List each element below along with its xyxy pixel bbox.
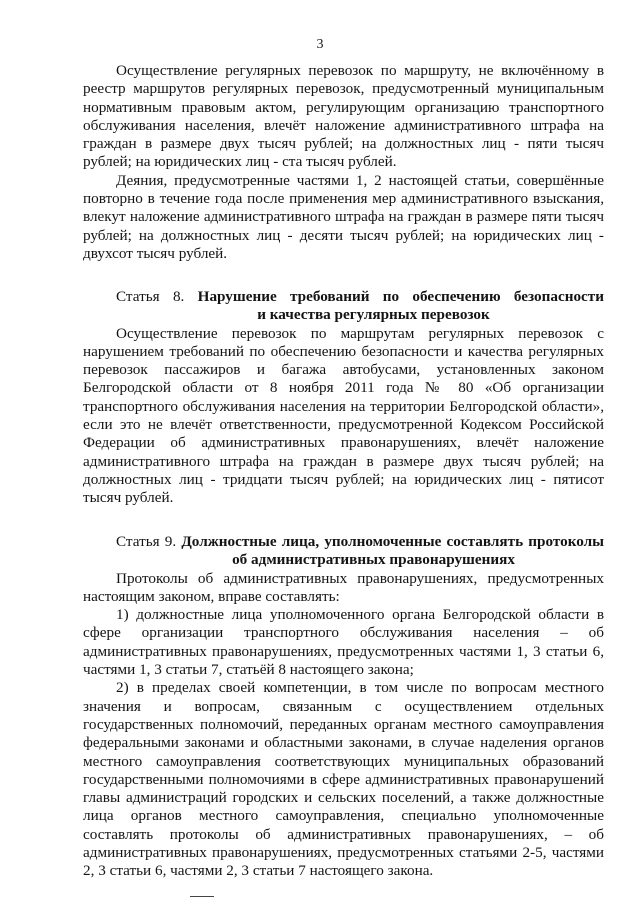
article-8-label: Статья 8. bbox=[116, 288, 185, 305]
article-9-paragraph-1: Протоколы об административных правонарушениях, предусмотренных настоящим законом, вправе составлять: bbox=[83, 569, 604, 605]
article-8-paragraph-1: Осуществление перевозок по маршрутам регулярных перевозок с нарушением требований по обеспечению безопасности и качества регулярных перевозок пассажиров и багажа автобусами, установленных законом Белгородской области от 8 ноября 2011 года № 80 «Об организации транспортного обслуживания населения на территории Белгородской области», если это не влечёт ответственности, предусмотренной Кодексом Российской Федерации об административных правонарушениях, влечёт наложение административного штрафа на граждан в размере двух тысяч рублей; на должностных лиц - тридцати тысяч рублей; на юридических лиц - пятисот тысяч рублей. bbox=[83, 324, 604, 507]
article-9-item-1: 1) должностные лица уполномоченного органа Белгородской области в сфере организации транспортного обслуживания населения – об административных правонарушениях, предусмотренных частями 1, 3 статьи 6, частями 1, 3 статьи 7, статьёй 8 настоящего закона; bbox=[83, 606, 604, 679]
article-9-heading bbox=[83, 533, 604, 570]
article-9-title-line-1: Должностные лица, уполномоченные составлять протоколы bbox=[181, 533, 605, 550]
article-8-title-line-2: и качества регулярных перевозок bbox=[257, 306, 490, 324]
article-9-section bbox=[83, 533, 604, 881]
article-9-label: Статья 9. bbox=[116, 533, 177, 550]
footer-rule bbox=[190, 896, 214, 897]
intro-paragraph-2: Деяния, предусмотренные частями 1, 2 настоящей статьи, совершённые повторно в течение года после применения мер административного взыскания, влекут наложение административного штрафа на граждан в размере пяти тысяч рублей; на должностных лиц - десяти тысяч рублей; на юридических лиц - двухсот тысяч рублей. bbox=[83, 171, 604, 262]
article-8-section bbox=[83, 288, 604, 508]
article-9-item-2: 2) в пределах своей компетенции, в том числе по вопросам местного значения и вопросам, связанным с осуществлением отдельных государственных полномочий, переданных органам местного самоуправления федеральными законами и областными законами, в случае наделения органов местного самоуправления соответствующих муниципальных образований государственными полномочиями в сфере административных правонарушений главы администраций городских и сельских поселений, а также должностные лица органов местного самоуправления, специально уполномоченные составлять протоколы об административных правонарушениях, – об административных правонарушениях, предусмотренных статьями 2-5, частями 2, 3 статьи 6, частями 2, 3 статьи 7 настоящего закона. bbox=[83, 679, 604, 880]
article-8-heading bbox=[83, 288, 604, 325]
article-8-title-line-1: Нарушение требований по обеспечению безопасности bbox=[197, 288, 604, 305]
intro-paragraph-1: Осуществление регулярных перевозок по маршруту, не включённому в реестр маршрутов регулярных перевозок, предусмотренный муниципальным нормативным правовым актом, регулирующим организацию транспортного обслуживания населения, влечёт наложение административного штрафа на граждан в размере двух тысяч рублей; на должностных лиц - пяти тысяч рублей; на юридических лиц - ста тысяч рублей. bbox=[83, 62, 604, 171]
article-9-title-line-2: об административных правонарушениях bbox=[232, 551, 515, 569]
page-number: 3 bbox=[316, 37, 324, 52]
intro-section bbox=[83, 62, 604, 263]
